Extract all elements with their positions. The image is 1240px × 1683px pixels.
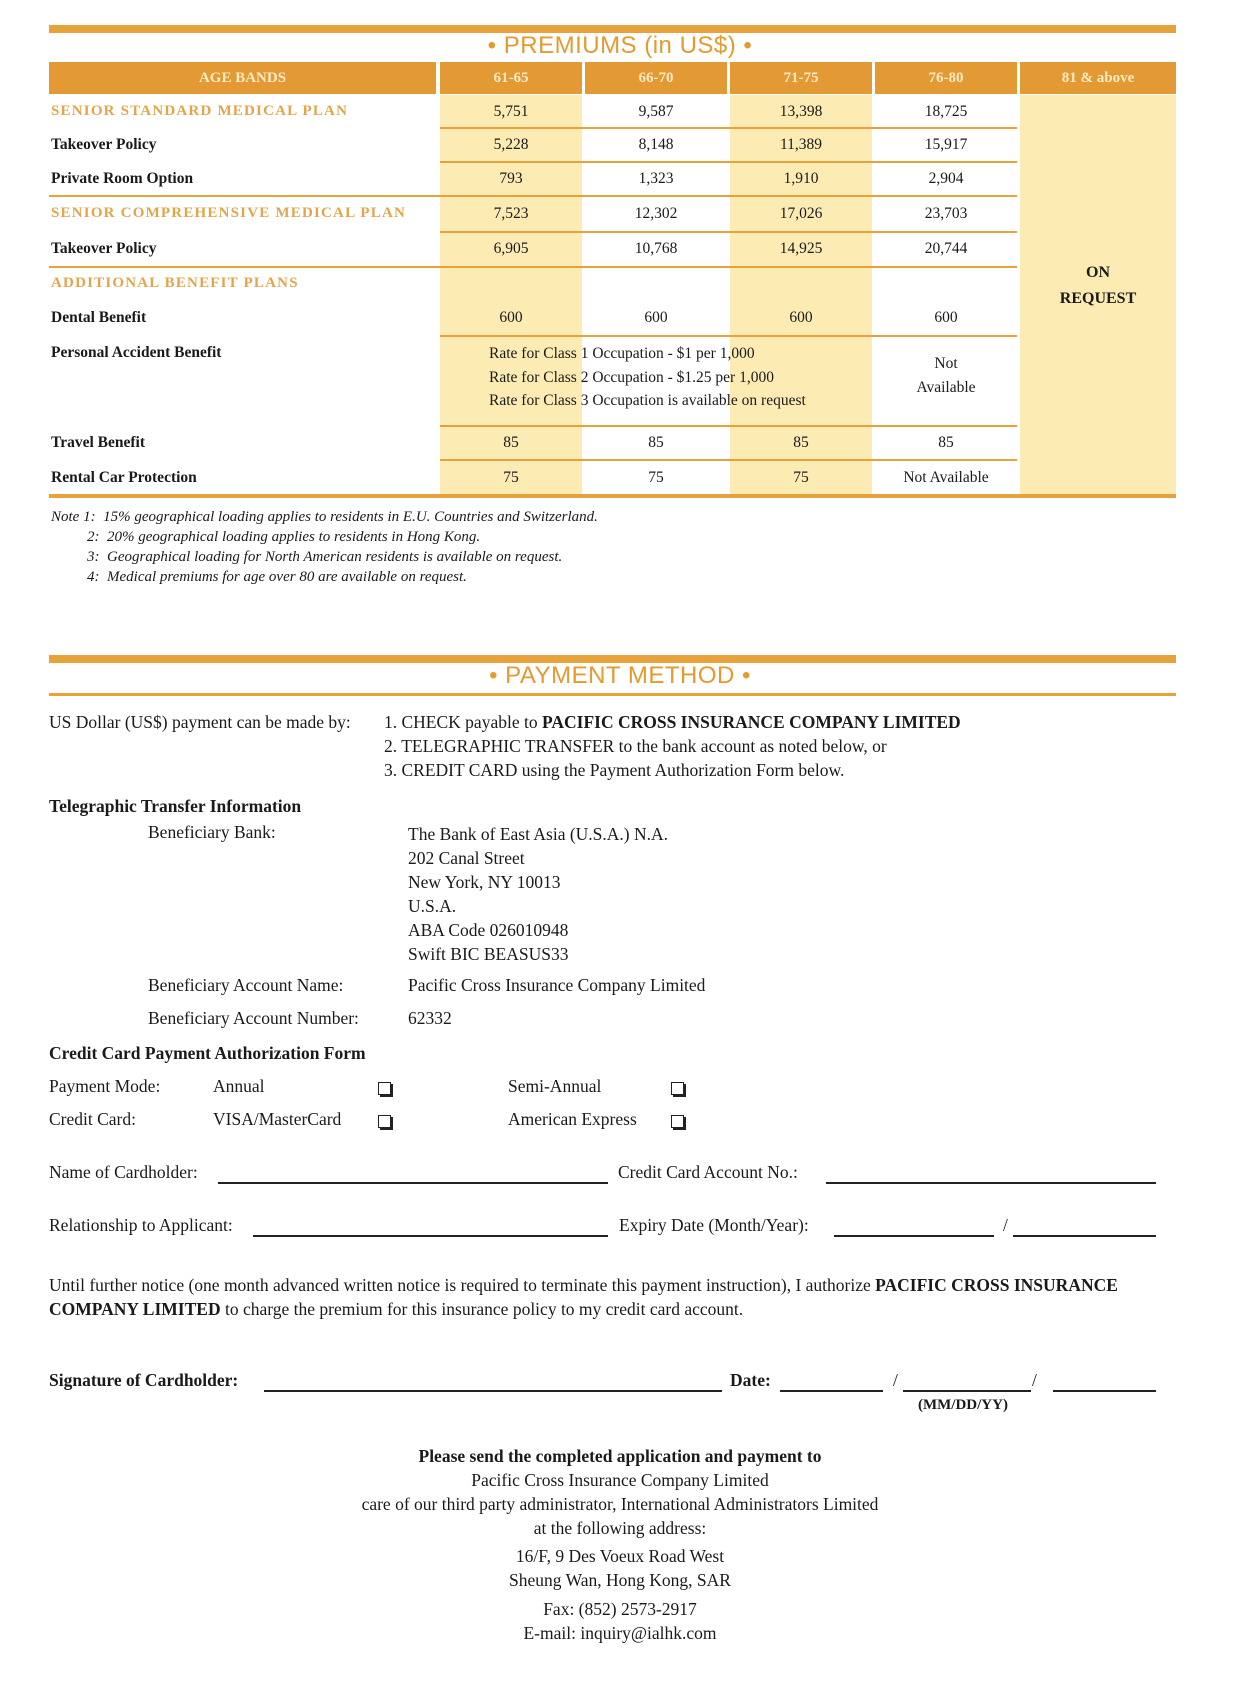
date-format-hint: (MM/DD/YY) [918,1397,1008,1413]
authorization-text [49,1273,1179,1321]
cell: 9,587 [638,103,674,120]
cell: 75 [648,469,664,486]
on-text: ON [1086,264,1110,281]
account-number-value: 62332 [408,1008,452,1028]
not-text: Not [934,355,958,372]
cell: 85 [648,434,664,451]
expiry-month-field[interactable] [834,1235,994,1237]
cell: 17,026 [779,205,823,222]
row-label-travel: Travel Benefit [51,434,145,451]
signature-label: Signature of Cardholder: [49,1370,239,1390]
option-visa-label: VISA/MasterCard [213,1109,342,1129]
row-label-takeover-comprehensive: Takeover Policy [51,240,157,257]
divider [440,425,1017,427]
cell: 1,323 [638,170,674,187]
authorization-post: to charge the premium for this insurance policy to my credit card account. [220,1299,744,1319]
cell: 10,768 [634,240,678,257]
method-text: CHECK payable to [401,712,542,732]
bank-line: New York, NY 10013 [408,872,561,892]
personal-accident-rates [489,342,806,413]
cell: 11,389 [779,136,823,153]
section-additional-benefits: ADDITIONAL BENEFIT PLANS [51,275,299,291]
cell: 15,917 [924,136,968,153]
cell: 600 [934,309,958,326]
beneficiary-bank-address [408,822,668,966]
header-band-81-above: 81 & above [1020,62,1176,94]
account-name-value: Pacific Cross Insurance Company Limited [408,975,706,995]
note-3: 3: Geographical loading for North American residents is available on request. [87,549,563,565]
section-senior-standard: SENIOR STANDARD MEDICAL PLAN [51,103,349,119]
date-month-field[interactable] [780,1390,883,1392]
rate-line: Rate for Class 1 Occupation - $1 per 1,000 [489,345,755,362]
method-1 [384,712,961,733]
send-to-line-1: Pacific Cross Insurance Company Limited [471,1470,769,1490]
note-2: 2: 20% geographical loading applies to residents in Hong Kong. [87,529,481,545]
date-label: Date: [730,1370,771,1390]
account-no-field[interactable] [826,1182,1156,1184]
cell: 793 [499,170,523,187]
semi-annual-checkbox[interactable] [671,1082,684,1095]
date-day-field[interactable] [903,1390,1031,1392]
account-no-label: Credit Card Account No.: [618,1162,798,1182]
cell: 14,925 [779,240,823,257]
authorization-company-1: PACIFIC CROSS INSURANCE [875,1275,1118,1295]
send-to-line-3: at the following address: [533,1518,707,1538]
divider [440,161,1017,163]
section-divider [49,266,440,268]
cell: 75 [503,469,519,486]
header-band-71-75: 71-75 [730,62,872,94]
method-text: CREDIT CARD using the Payment Authorization Form below. [401,760,845,780]
cell: 23,703 [924,205,968,222]
row-label-takeover-standard: Takeover Policy [51,136,157,153]
premiums-title: • PREMIUMS (in US$) • [487,32,753,59]
method-number: 3. [384,760,398,780]
expiry-slash: / [1003,1215,1008,1235]
divider [440,266,1017,268]
note-4: 4: Medical premiums for age over 80 are available on request. [87,569,467,585]
cardholder-name-field[interactable] [218,1182,608,1184]
relationship-field[interactable] [253,1235,608,1237]
divider [440,335,1017,337]
beneficiary-bank-label: Beneficiary Bank: [148,822,276,842]
telegraphic-heading: Telegraphic Transfer Information [49,796,302,816]
row-label-personal-accident: Personal Accident Benefit [51,344,222,361]
method-2 [384,736,887,757]
cell: 20,744 [924,240,968,257]
divider [440,459,1017,461]
premium-notes [51,507,598,587]
section-senior-comprehensive: SENIOR COMPREHENSIVE MEDICAL PLAN [51,205,407,221]
payment-bottom-bar [49,693,1176,696]
option-semi-annual-label: Semi-Annual [508,1076,602,1096]
authorization-pre: Until further notice (one month advanced written notice is required to terminate this payment instruction), I authorize [49,1275,876,1295]
credit-card-form-heading: Credit Card Payment Authorization Form [49,1043,366,1063]
cell: 18,725 [924,103,968,120]
address-line-1: 16/F, 9 Des Voeux Road West [515,1546,725,1566]
divider [440,127,1017,129]
divider [440,231,1017,233]
account-number-label: Beneficiary Account Number: [148,1008,359,1028]
header-age-bands: AGE BANDS [49,62,436,94]
payment-intro: US Dollar (US$) payment can be made by: [49,712,351,732]
relationship-label: Relationship to Applicant: [49,1215,233,1235]
expiry-year-field[interactable] [1013,1235,1156,1237]
cell: Not Available [903,469,989,486]
cell: 600 [499,309,523,326]
payment-mode-label: Payment Mode: [49,1076,161,1096]
bank-line: 202 Canal Street [408,848,525,868]
row-label-private-room: Private Room Option [51,170,194,187]
option-amex-label: American Express [508,1109,637,1129]
method-3 [384,760,844,781]
date-slash-2: / [1032,1370,1037,1390]
row-label-rental-car: Rental Car Protection [51,469,197,486]
cell: 85 [503,434,519,451]
cell: 5,228 [493,136,529,153]
premiums-table [49,62,1176,498]
address-line-2: Sheung Wan, Hong Kong, SAR [509,1570,731,1590]
cell: 2,904 [928,170,964,187]
method-number: 1. [384,712,398,732]
available-text: Available [916,378,976,396]
bank-line: The Bank of East Asia (U.S.A.) N.A. [408,824,669,844]
note-1: Note 1: 15% geographical loading applies to residents in E.U. Countries and Switzerland. [51,509,598,525]
on-request-label [1020,260,1176,312]
email[interactable]: E-mail: inquiry@ialhk.com [523,1623,717,1643]
send-to-line-2: care of our third party administrator, International Administrators Limited [361,1494,879,1514]
cell: 7,523 [493,205,529,222]
method-text: TELEGRAPHIC TRANSFER to the bank account as noted below, or [401,736,887,756]
section-divider [49,195,440,197]
row-label-dental: Dental Benefit [51,309,147,326]
table-bottom-bar [49,494,1176,498]
rate-line: Rate for Class 3 Occupation is available on request [489,392,806,409]
cell: 6,905 [493,240,529,257]
cell: 5,751 [493,103,529,120]
date-slash-1: / [893,1370,898,1390]
credit-card-label: Credit Card: [49,1109,136,1129]
header-band-76-80: 76-80 [875,62,1017,94]
american-express-checkbox[interactable] [671,1115,684,1128]
personal-accident-76-80 [875,352,1017,399]
signature-field[interactable] [264,1390,722,1392]
expiry-label: Expiry Date (Month/Year): [619,1215,809,1235]
cardholder-name-label: Name of Cardholder: [49,1162,198,1182]
cell: 75 [793,469,809,486]
cell: 13,398 [779,103,823,120]
send-to-heading: Please send the completed application and payment to [418,1446,822,1466]
authorization-company-2: COMPANY LIMITED [49,1299,221,1319]
bank-line: ABA Code 026010948 [408,920,569,940]
divider [440,195,1017,197]
visa-mastercard-checkbox[interactable] [378,1115,391,1128]
header-band-66-70: 66-70 [585,62,727,94]
fax: Fax: (852) 2573-2917 [543,1599,697,1619]
request-text: REQUEST [1059,290,1137,307]
bank-line: Swift BIC BEASUS33 [408,944,569,964]
cell: 85 [793,434,809,451]
method-number: 2. [384,736,398,756]
rate-line: Rate for Class 2 Occupation - $1.25 per 1,000 [489,368,774,386]
payment-title: • PAYMENT METHOD • [489,662,751,689]
cell: 85 [938,434,954,451]
company-name: PACIFIC CROSS INSURANCE COMPANY LIMITED [541,712,961,732]
cell: 8,148 [638,136,674,153]
account-name-label: Beneficiary Account Name: [148,975,344,995]
cell: 600 [644,309,668,326]
cell: 600 [789,309,813,326]
annual-checkbox[interactable] [378,1082,391,1095]
option-annual-label: Annual [213,1076,265,1096]
cell: 1,910 [783,170,819,187]
bank-line: U.S.A. [408,896,457,916]
date-year-field[interactable] [1053,1390,1156,1392]
cell: 12,302 [634,205,678,222]
header-band-61-65: 61-65 [440,62,582,94]
